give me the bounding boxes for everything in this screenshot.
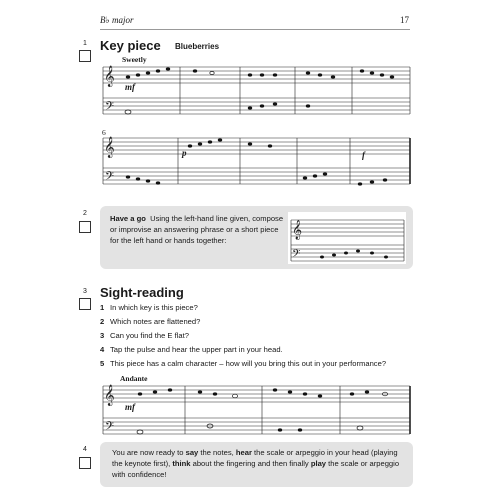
tempo-marking: Sweetly: [122, 55, 147, 64]
question-item: 1 In which key is this piece?: [100, 303, 198, 312]
treble-clef-icon: 𝄞: [104, 137, 115, 158]
section-title: Key piece: [100, 38, 161, 53]
section-title: Sight-reading: [100, 285, 184, 300]
question-item: 3 Can you find the E flat?: [100, 331, 189, 340]
bar-number: 6: [102, 128, 106, 137]
section-number: 2: [83, 210, 87, 217]
dynamic-marking-p: p: [182, 148, 187, 158]
section-number: 1: [83, 40, 87, 47]
question-item: 4 Tap the pulse and hear the upper part in your head.: [100, 345, 283, 354]
bass-clef-icon: 𝄢: [292, 248, 301, 263]
treble-clef-icon: 𝄞: [104, 66, 115, 87]
page-number: 17: [400, 15, 409, 25]
dynamic-marking: mf: [125, 402, 135, 412]
dynamic-marking-f: f: [362, 150, 365, 160]
section-subtitle: Blueberries: [175, 42, 220, 51]
section-checkbox[interactable]: [79, 457, 91, 469]
have-a-go-instructions: Using the left-hand line given, compose or improvise an answering phrase or a short piece for the left hand or hands together:: [110, 214, 284, 245]
treble-clef-icon: 𝄞: [104, 385, 115, 406]
section-number: 3: [83, 288, 87, 295]
section-number: 4: [83, 446, 87, 453]
tempo-marking: Andante: [120, 374, 148, 383]
page-header-key: B♭ major: [100, 15, 134, 25]
dynamic-marking: mf: [125, 82, 135, 92]
question-item: 5 This piece has a calm character – how will you bring this out in your performance?: [100, 359, 387, 368]
treble-clef-icon: 𝄞: [292, 220, 303, 240]
closing-instructions: You are now ready to say the notes, hear the scale or arpeggio in your head (playing the keynote first), think about the fingering and then finally play the scale or arpeggio with confidence!: [112, 448, 400, 479]
have-a-go-lead: Have a go: [110, 214, 146, 223]
bass-clef-icon: 𝄢: [105, 100, 115, 116]
question-item: 2 Which notes are flattened?: [100, 317, 201, 326]
bass-clef-icon: 𝄢: [105, 170, 115, 186]
bass-clef-icon: 𝄢: [105, 420, 115, 436]
